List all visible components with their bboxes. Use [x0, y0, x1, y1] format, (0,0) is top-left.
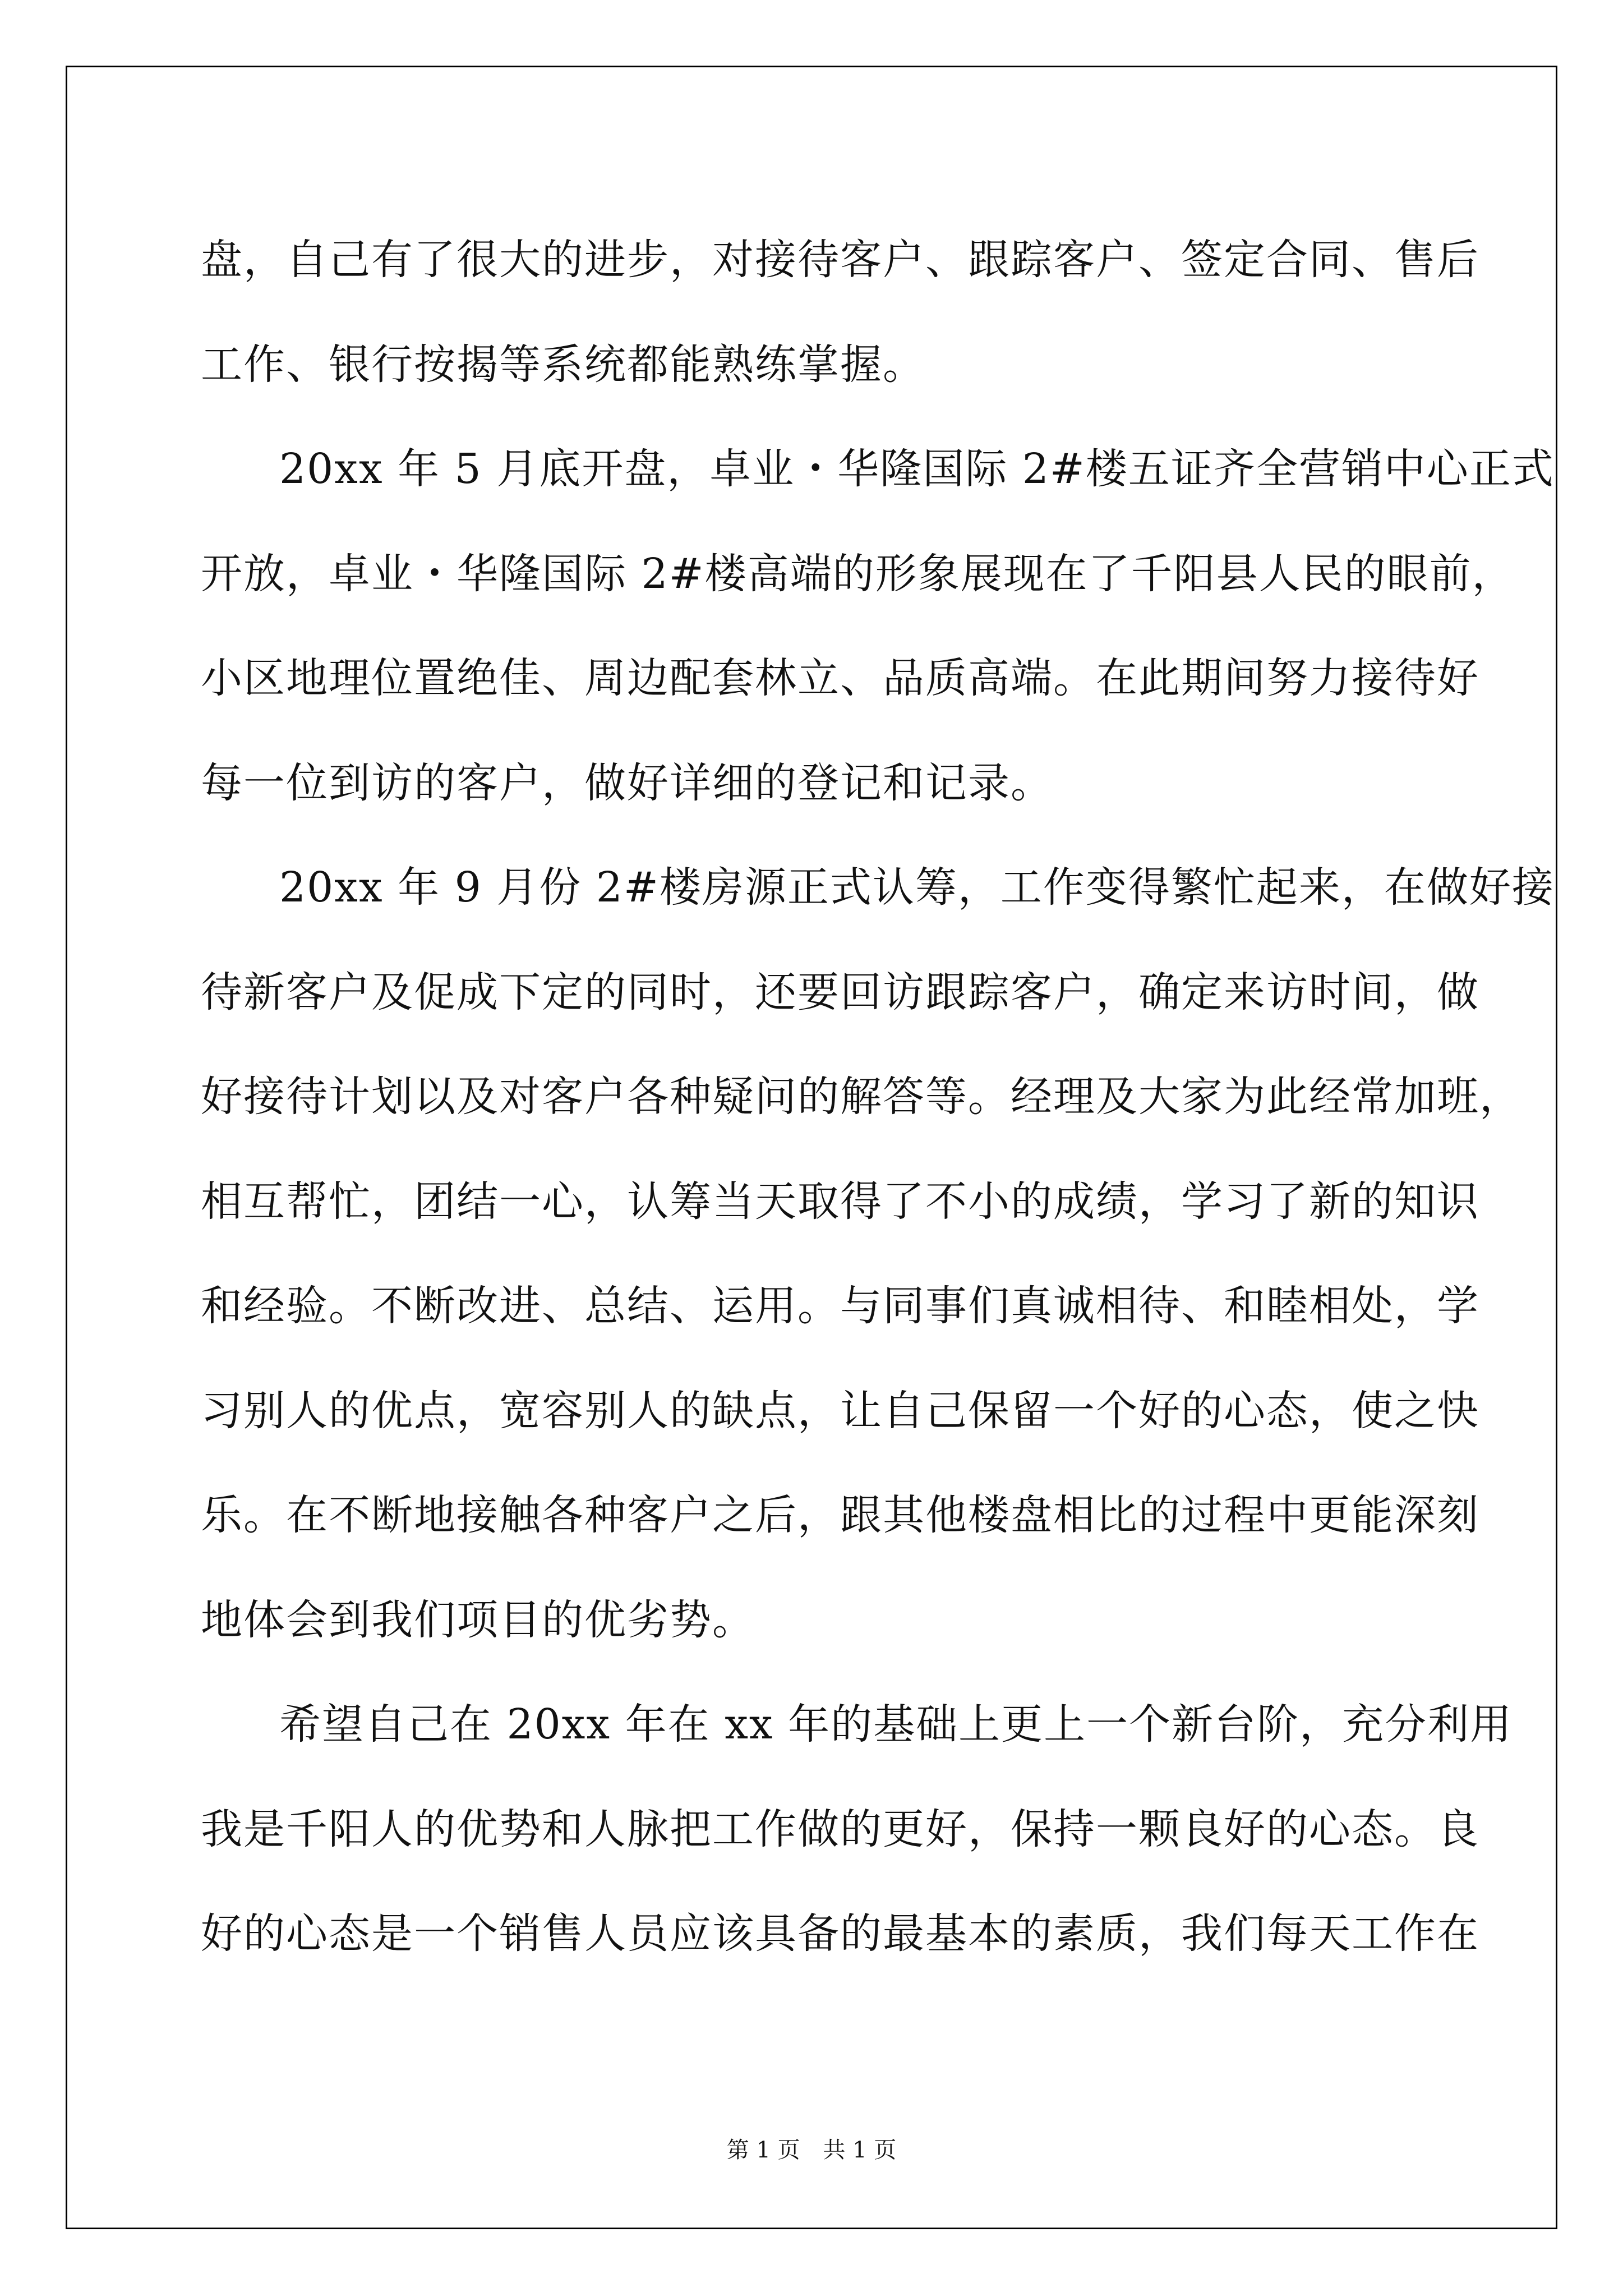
page-number-total: 共 1 页	[823, 2137, 897, 2163]
paragraph-3-line-4: 相互帮忙，团结一心，认筹当天取得了不小的成绩，学习了新的知识	[201, 1177, 1479, 1226]
paragraph-2-line-2: 开放，卓业・华隆国际 2#楼高端的形象展现在了千阳县人民的眼前，	[201, 549, 1515, 598]
document-body	[201, 208, 1555, 1986]
paragraph-3-line-7: 乐。在不断地接触各种客户之后，跟其他楼盘相比的过程中更能深刻	[201, 1491, 1479, 1539]
paragraph-4-line-2: 我是千阳人的优势和人脉把工作做的更好，保持一颗良好的心态。良	[201, 1805, 1479, 1853]
page-number-current: 第 1 页	[726, 2137, 800, 2163]
paragraph-3-line-1: 20xx 年 9 月份 2#楼房源正式认筹，工作变得繁忙起来，在做好接	[279, 863, 1555, 912]
page-footer	[0, 2136, 1623, 2164]
paragraph-2-line-3: 小区地理位置绝佳、周边配套林立、品质高端。在此期间努力接待好	[201, 654, 1479, 702]
paragraph-2-line-1: 20xx 年 5 月底开盘，卓业・华隆国际 2#楼五证齐全营销中心正式	[279, 445, 1555, 493]
paragraph-3-line-3: 好接待计划以及对客户各种疑问的解答等。经理及大家为此经常加班，	[201, 1073, 1522, 1121]
paragraph-3-line-5: 和经验。不断改进、总结、运用。与同事们真诚相待、和睦相处，学	[201, 1282, 1479, 1330]
paragraph-2-line-4: 每一位到访的客户，做好详细的登记和记录。	[201, 758, 1053, 807]
paragraph-4-line-3: 好的心态是一个销售人员应该具备的最基本的素质，我们每天工作在	[201, 1910, 1479, 1958]
paragraph-1-line-1: 盘，自己有了很大的进步，对接待客户、跟踪客户、签定合同、售后	[201, 236, 1479, 284]
paragraph-3-line-8: 地体会到我们项目的优劣势。	[201, 1595, 755, 1644]
paragraph-3-line-6: 习别人的优点，宽容别人的缺点，让自己保留一个好的心态，使之快	[201, 1386, 1479, 1435]
paragraph-4-line-1: 希望自己在 20xx 年在 xx 年的基础上更上一个新台阶，充分利用	[279, 1700, 1513, 1749]
paragraph-3-line-2: 待新客户及促成下定的同时，还要回访跟踪客户，确定来访时间，做	[201, 968, 1479, 1016]
paragraph-1-line-2: 工作、银行按揭等系统都能熟练掌握。	[201, 340, 925, 389]
